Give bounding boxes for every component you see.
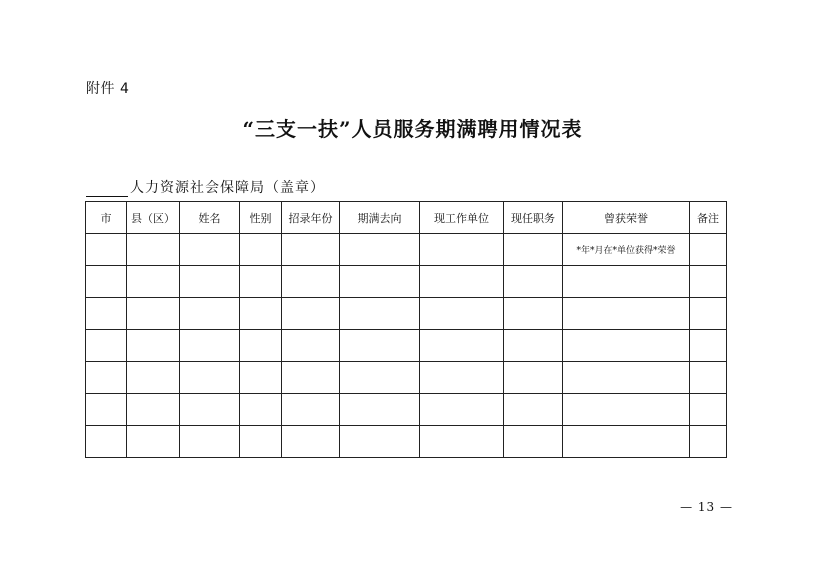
table-cell [563,362,690,394]
organization-line [86,177,325,197]
table-cell [504,298,563,330]
table-cell [127,298,180,330]
attachment-label: 附件 4 [86,81,130,97]
table-cell [282,298,340,330]
table-cell [240,394,282,426]
table-cell [127,234,180,266]
table-cell [420,330,504,362]
table-cell [127,330,180,362]
table-cell [180,394,240,426]
table-row [86,298,727,330]
table-cell [504,330,563,362]
table-cell [340,234,420,266]
table-cell [340,394,420,426]
column-header-honors: 曾获荣誉 [563,202,690,234]
table-cell [86,426,127,458]
table-cell [282,426,340,458]
table-cell [690,362,727,394]
page-number: — 13 — [680,500,733,514]
table-row [86,330,727,362]
table-cell [690,394,727,426]
column-header-name: 姓名 [180,202,240,234]
table-cell [86,298,127,330]
table-cell [340,330,420,362]
table-cell [240,330,282,362]
column-header-destination: 期满去向 [340,202,420,234]
table-cell [563,330,690,362]
column-header-gender: 性别 [240,202,282,234]
table-cell [240,298,282,330]
table-cell [504,426,563,458]
table-cell [420,298,504,330]
table-cell [563,266,690,298]
table-cell [127,426,180,458]
table-cell [282,362,340,394]
table-cell [282,234,340,266]
table-cell [563,298,690,330]
table-cell [86,362,127,394]
table-cell [690,298,727,330]
employment-status-table [85,201,727,458]
table-cell [420,362,504,394]
table-cell [127,394,180,426]
table-cell [180,234,240,266]
table-cell [504,234,563,266]
table-cell [180,426,240,458]
table-cell [504,362,563,394]
column-header-city: 市 [86,202,127,234]
table-cell [86,330,127,362]
column-header-recruit-year: 招录年份 [282,202,340,234]
table-row [86,362,727,394]
column-header-remarks: 备注 [690,202,727,234]
table-cell [340,426,420,458]
table-cell [563,426,690,458]
column-header-county: 县（区） [127,202,180,234]
table-cell [690,426,727,458]
table-row [86,426,727,458]
table-cell [127,362,180,394]
table-row [86,394,727,426]
table-cell [340,298,420,330]
page-title: “三支一扶”人员服务期满聘用情况表 [242,117,583,141]
table-cell [282,266,340,298]
table-cell [86,234,127,266]
table-cell [504,394,563,426]
table-cell [420,426,504,458]
table-header-row [86,202,727,234]
table-cell [420,394,504,426]
table-cell [690,266,727,298]
table-cell [240,362,282,394]
honor-hint-cell: *年*月在*单位获得*荣誉 [563,234,690,266]
table-cell [86,394,127,426]
table-cell [340,266,420,298]
table-cell [282,394,340,426]
table-cell [340,362,420,394]
table-cell [504,266,563,298]
column-header-current-position: 现任职务 [504,202,563,234]
organization-blank [86,182,128,197]
column-header-current-employer: 现工作单位 [420,202,504,234]
table-cell [180,362,240,394]
table-cell [240,266,282,298]
organization-suffix: 人力资源社会保障局（盖章） [130,180,325,196]
table-cell [420,234,504,266]
table-row [86,234,727,266]
table-cell [690,234,727,266]
table-cell [563,394,690,426]
table-cell [180,330,240,362]
table-row [86,266,727,298]
table-cell [690,330,727,362]
table-cell [180,298,240,330]
table-cell [240,234,282,266]
table-cell [86,266,127,298]
table-cell [420,266,504,298]
table-cell [127,266,180,298]
table-cell [240,426,282,458]
table-cell [180,266,240,298]
table-cell [282,330,340,362]
